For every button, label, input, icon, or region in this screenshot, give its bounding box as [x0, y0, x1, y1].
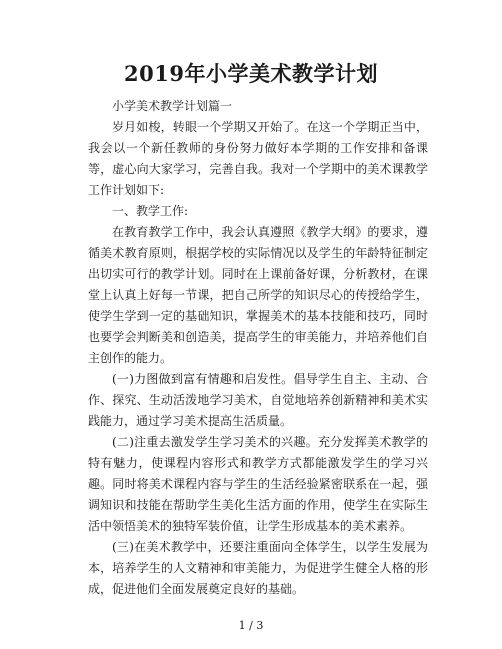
document-body — [88, 96, 428, 600]
point-two-paragraph: (二)注重去激发学生学习美术的兴趣。充分发挥美术教学的特有魅力，使课程内容形式和教学方式都能激发学生的学习兴趣。同时将美术课程内容与学生的生活经验紧密联系在一起，强调知识和技能在帮助学生美化生活方面的作用，使学生在实际生活中领悟美术的独特军装价值，让学生形成基本的美术素养。 — [88, 435, 428, 533]
point-three-paragraph: (三)在美术教学中，还要注重面向全体学生，以学生发展为本，培养学生的人文精神和审美能力，为促进学生健全人格的形成，促进他们全面发展奠定良好的基础。 — [88, 540, 428, 596]
teaching-work-paragraph: 在教育教学工作中，我会认真遵照《教学大纲》的要求，遵循美术教育原则，根据学校的实际情况以及学生的年龄特征制定出切实可行的教学计划。同时在上课前备好课，分析教材，在课堂上认真上好每一节课，把自己所学的知识尽心的传授给学生，使学生学到一定的基础知识，掌握美术的基本技能和技巧，同时也要学会判断美和创造美，提高学生的审美能力，并培养他们自主创作的能力。 — [88, 225, 428, 365]
point-one-paragraph: (一)力图做到富有情趣和启发性。倡导学生自主、主动、合作、探究、生动活泼地学习美术，自觉地培养创新精神和美术实践能力，通过学习美术提高生活质量。 — [88, 372, 428, 428]
section-heading-teaching-work: 一、教学工作: — [112, 204, 189, 218]
document-title: 2019年小学美术教学计划 — [124, 61, 378, 86]
page-number: 1 / 3 — [238, 619, 264, 632]
intro-paragraph: 岁月如梭，转眼一个学期又开始了。在这一个学期正当中，我会以一个新任教师的身份努力做好本学期的工作安排和备课等，虚心向大家学习，完善自我。我对一个学期中的美术课教学工作计划如下: — [88, 120, 428, 197]
section-heading-article: 小学美术教学计划篇一 — [112, 99, 233, 113]
